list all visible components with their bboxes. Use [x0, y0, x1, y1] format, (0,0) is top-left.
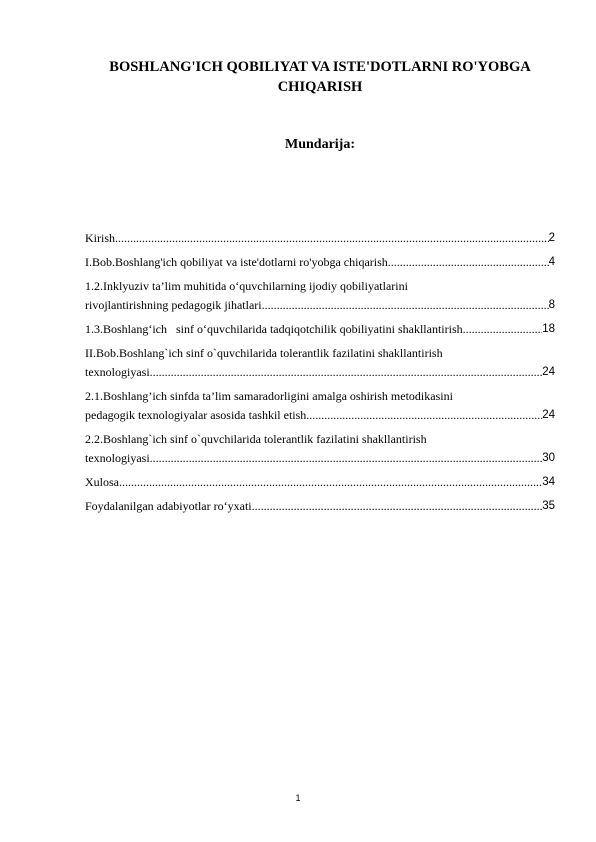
- toc-entry-title-continued: texnologiyasi: [85, 451, 150, 465]
- dot-leader: [150, 449, 543, 468]
- toc-entry-title: Xulosa: [85, 475, 119, 489]
- toc-entry[interactable]: [85, 320, 555, 339]
- toc-entry[interactable]: [85, 473, 555, 492]
- toc-entry-title: 2.2.Boshlang`ich sinf o`quvchilarida tolerantlik fazilatini shakllantirish: [85, 432, 427, 446]
- toc-entry[interactable]: [85, 387, 555, 425]
- toc-entry-title-continued: texnologiyasi: [85, 365, 150, 379]
- dot-leader: [306, 406, 542, 425]
- toc-entry-page: 8: [548, 299, 555, 311]
- toc-entry-title-continued: pedagogik texnologiyalar asosida tashkil etish: [85, 408, 307, 422]
- toc-entry-title: 1.3.Boshlang‘ich sinf o‘quvchilarida tadqiqotchilik qobiliyatini shakllantirish: [85, 322, 463, 336]
- toc-entry[interactable]: [85, 497, 555, 516]
- document-title: BOSHLANG'ICH QOBILIYAT VA ISTE'DOTLARNI RO'YOBGA CHIQARISH: [109, 59, 531, 95]
- table-of-contents: [85, 229, 555, 521]
- toc-entry-page: 18: [542, 323, 555, 335]
- toc-entry[interactable]: [85, 430, 555, 468]
- toc-entry-page: 2: [548, 232, 555, 244]
- toc-entry-title: II.Bob.Boshlang`ich sinf o`quvchilarida tolerantlik fazilatini shakllantirish: [85, 346, 443, 360]
- toc-entry-page: 4: [548, 256, 555, 268]
- toc-entry-page: 24: [542, 409, 555, 421]
- dot-leader: [150, 363, 543, 382]
- toc-entry[interactable]: [85, 344, 555, 382]
- toc-entry-page: 24: [542, 366, 555, 378]
- dot-leader: [463, 320, 543, 339]
- toc-entry-page: 35: [542, 500, 555, 512]
- toc-entry-title: 2.1.Boshlang’ich sinfda ta’lim samaradorligini amalga oshirish metodikasini: [85, 389, 453, 403]
- toc-entry-page: 34: [542, 476, 555, 488]
- toc-entry-title: Kirish: [85, 231, 115, 245]
- toc-entry-title: 1.2.Inklyuziv ta’lim muhitida o‘quvchilarning ijodiy qobiliyatlarini: [85, 279, 408, 293]
- dot-leader: [262, 296, 549, 315]
- toc-entry[interactable]: [85, 229, 555, 248]
- dot-leader: [388, 253, 549, 272]
- toc-entry-title: Foydalanilgan adabiyotlar ro‘yxati: [85, 499, 252, 513]
- toc-heading: Mundarija:: [285, 137, 355, 152]
- dot-leader: [119, 473, 542, 492]
- toc-entry-title: I.Bob.Boshlang'ich qobiliyat va iste'dotlarni ro'yobga chiqarish: [85, 255, 388, 269]
- dot-leader: [115, 229, 549, 248]
- dot-leader: [252, 497, 543, 516]
- toc-entry[interactable]: [85, 253, 555, 272]
- toc-entry-title-continued: rivojlantirishning pedagogik jihatlari: [85, 298, 262, 312]
- page-number: 1: [295, 793, 301, 803]
- toc-entry-page: 30: [542, 452, 555, 464]
- toc-entry[interactable]: [85, 277, 555, 315]
